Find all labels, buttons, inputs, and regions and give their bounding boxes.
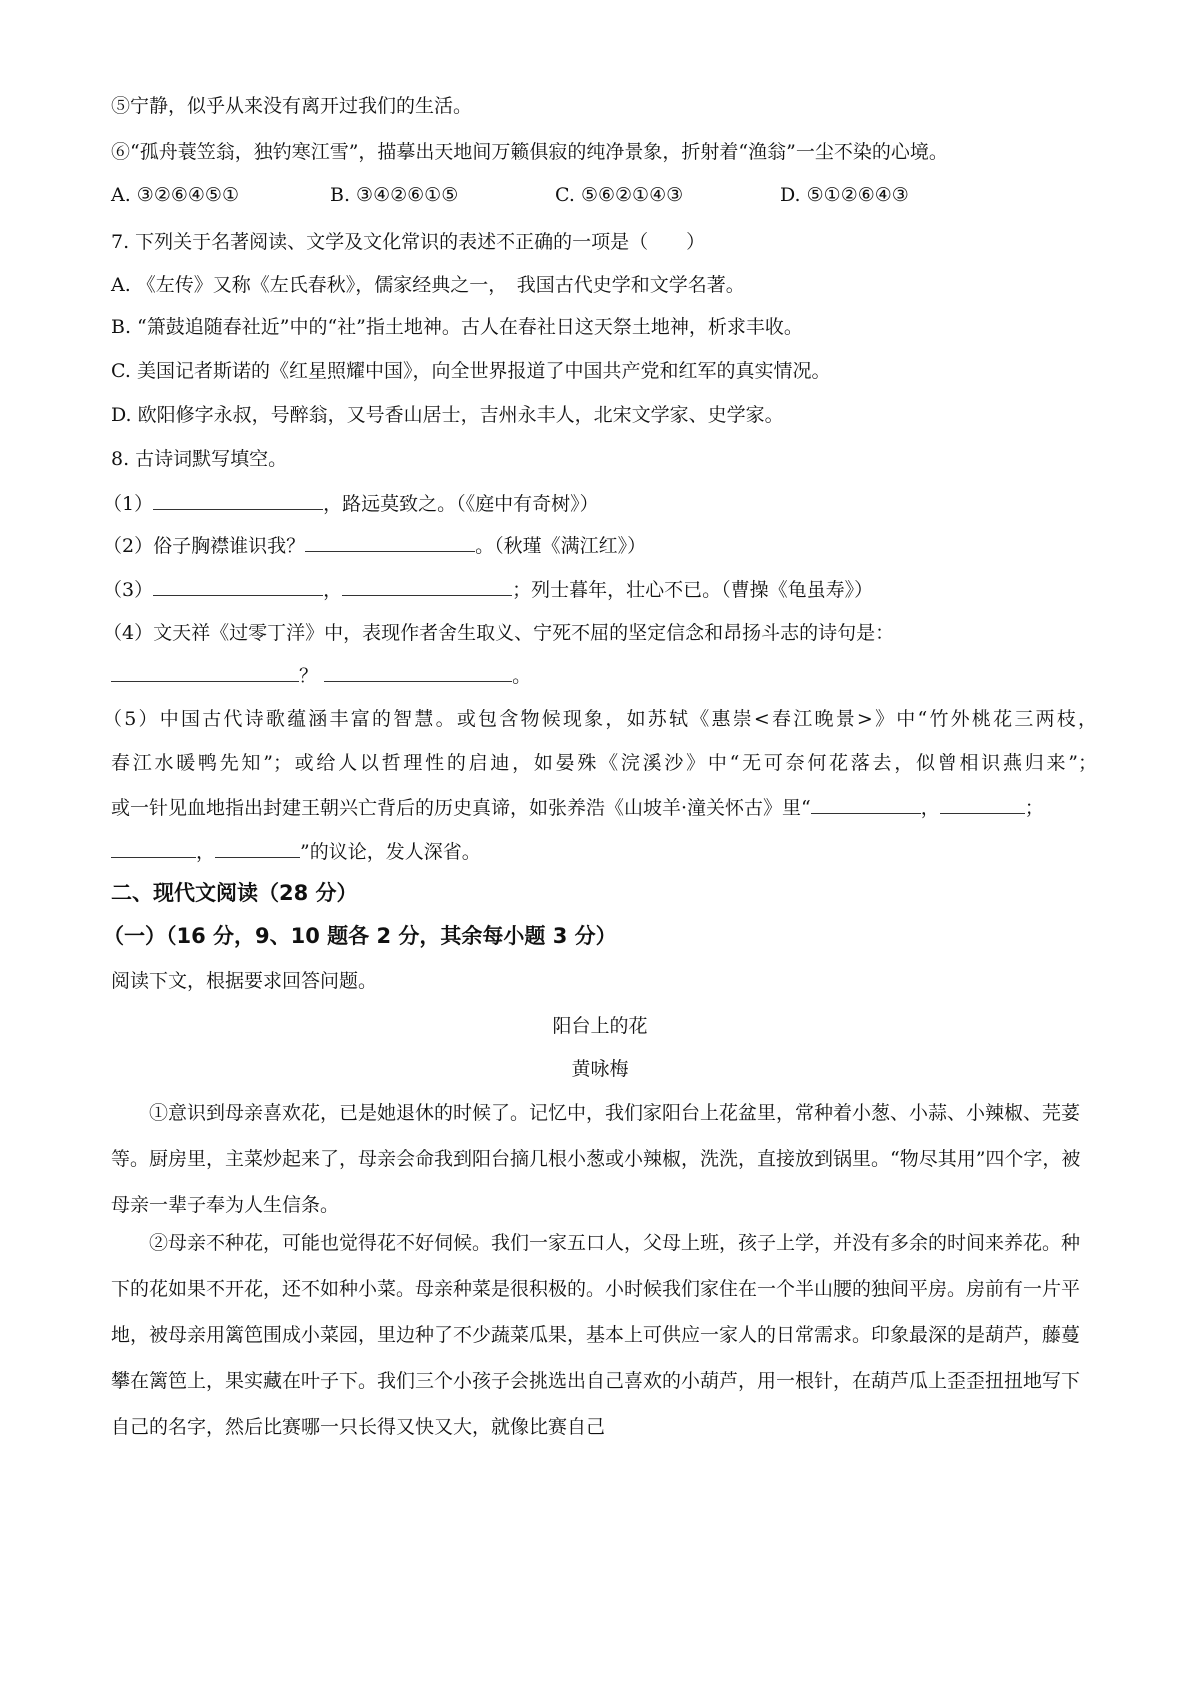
q7-option-a: A. 《左传》又称《左氏春秋》，儒家经典之一， 我国古代史学和文学名著。 — [111, 274, 745, 296]
q6-line-5: ⑤宁静，似乎从来没有离开过我们的生活。 — [111, 95, 473, 117]
answer-blank[interactable] — [111, 661, 299, 682]
q7-stem: 7. 下列关于名著阅读、文学及文化常识的表述不正确的一项是（ ） — [111, 231, 706, 253]
article-author: 黄咏梅 — [571, 1058, 629, 1080]
article-paragraph-1: ①意识到母亲喜欢花，已是她退休的时候了。记忆中，我们家阳台上花盆里，常种着小葱、小蒜、小辣椒、芫荽等。厨房里，主菜炒起来了，母亲会命我到阳台摘几根小葱或小辣椒，洗洗，直接放到锅里。“物尽其用”四个字，被母亲一辈子奉为人生信条。 — [111, 1102, 1081, 1216]
q8-part-1: （1） ，路远莫致之。（《庭中有奇树》） — [103, 489, 599, 518]
q8-part-5-line-3: 或一针见血地指出封建王朝兴亡背后的历史真谛，如张养浩《山坡羊·潼关怀古》里“ ， ； — [111, 793, 1044, 822]
answer-blank[interactable] — [811, 793, 921, 814]
q8-stem: 8. 古诗词默写填空。 — [111, 448, 288, 470]
answer-blank[interactable] — [111, 837, 196, 858]
q6-option-d: D. ⑤①②⑥④③ — [780, 184, 909, 206]
q7-option-b: B. “箫鼓追随春社近”中的“社”指土地神。古人在春社日这天祭土地神，析求丰收。 — [111, 316, 803, 338]
q8-part-5-line-1: （5）中国古代诗歌蕴涵丰富的智慧。或包含物候现象，如苏轼《惠崇<春江晚景>》中“竹外桃花三两枝， — [103, 708, 1097, 730]
q8-part-4: （4）文天祥《过零丁洋》中，表现作者舍生取义、宁死不屈的坚定信念和昂扬斗志的诗句是： — [103, 622, 895, 644]
answer-blank[interactable] — [215, 837, 300, 858]
q7-option-d: D. 欧阳修字永叔，号醉翁，又号香山居士，吉州永丰人，北宋文学家、史学家。 — [111, 404, 784, 426]
q8-part-4-answer: ？ 。 — [111, 661, 531, 690]
q8-part-5-line-2: 春江水暖鸭先知”；或给人以哲理性的启迪，如晏殊《浣溪沙》中“无可奈何花落去，似曾相识燕归来”； — [111, 752, 1097, 774]
answer-blank[interactable] — [324, 661, 512, 682]
answer-blank[interactable] — [305, 531, 475, 552]
answer-blank[interactable] — [342, 575, 512, 596]
article-paragraph-2: ②母亲不种花，可能也觉得花不好伺候。我们一家五口人，父母上班，孩子上学，并没有多余的时间来养花。种下的花如果不开花，还不如种小菜。母亲种菜是很积极的。小时候我们家住在一个半山腰的独间平房。房前有一片平地，被母亲用篱笆围成小菜园，里边种了不少蔬菜瓜果，基本上可供应一家人的日常需求。印象最深的是葫芦，藤蔓攀在篱笆上，果实藏在叶子下。我们三个小孩子会挑选出自己喜欢的小葫芦，用一根针，在葫芦瓜上歪歪扭扭地写下自己的名字，然后比赛哪一只长得又快又大，就像比赛自己 — [111, 1232, 1081, 1438]
q6-option-c: C. ⑤⑥②①④③ — [555, 184, 684, 206]
q7-option-c: C. 美国记者斯诺的《红星照耀中国》，向全世界报道了中国共产党和红军的真实情况。 — [111, 360, 831, 382]
q8-part-5-line-4: ， ”的议论，发人深省。 — [111, 837, 481, 866]
answer-blank[interactable] — [153, 489, 323, 510]
q8-part-3: （3） ， ；列士暮年，壮心不已。（曹操《龟虽寿》） — [103, 575, 873, 604]
section-title: 二、现代文阅读（28 分） — [111, 881, 358, 905]
q6-option-a: A. ③②⑥④⑤① — [111, 184, 239, 206]
section-subtitle: （一）（16 分，9、10 题各 2 分，其余每小题 3 分） — [103, 924, 617, 948]
article-title: 阳台上的花 — [552, 1015, 648, 1037]
answer-blank[interactable] — [153, 575, 323, 596]
answer-blank[interactable] — [940, 793, 1025, 814]
q6-option-b: B. ③④②⑥①⑤ — [330, 184, 459, 206]
q8-part-2: （2）俗子胸襟谁识我？ 。（秋瑾《满江红》） — [103, 531, 646, 560]
q6-line-6: ⑥“孤舟蓑笠翁，独钓寒江雪”，描摹出天地间万籁俱寂的纯净景象，折射着“渔翁”一尘不染的心境。 — [111, 141, 948, 163]
reading-instruction: 阅读下文，根据要求回答问题。 — [111, 970, 378, 992]
